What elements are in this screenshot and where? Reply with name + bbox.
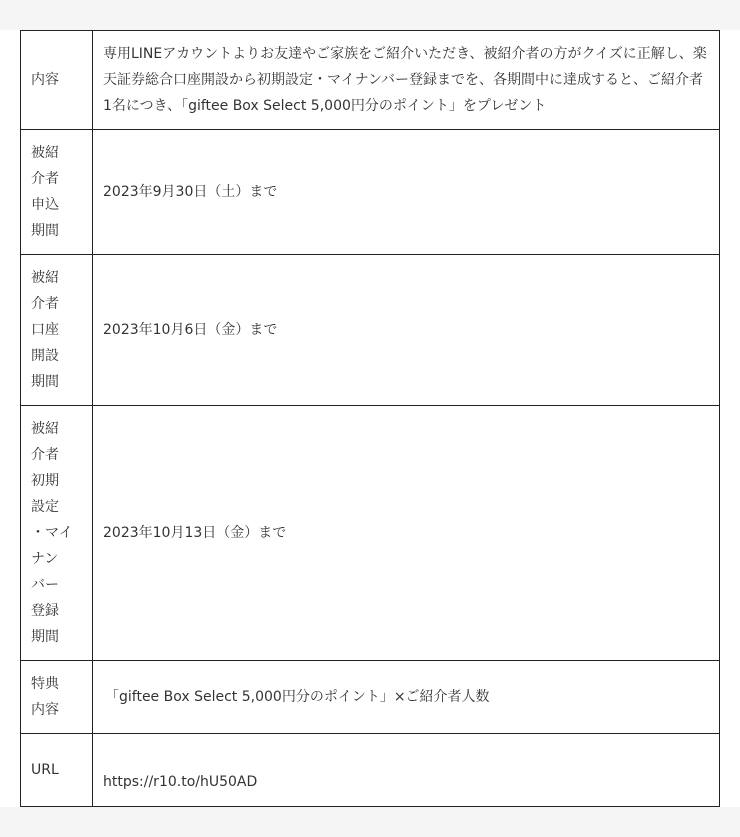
label-text: 内容: [31, 702, 59, 718]
label-text: 被紹: [31, 145, 59, 161]
benefit-description: 「giftee Box Select 5,000円分のポイント」×ご紹介者人数: [105, 689, 490, 705]
application-deadline: 2023年9月30日（土）まで: [103, 184, 278, 200]
value-cell-account-opening-period: [93, 255, 720, 406]
label-text: 特典: [31, 676, 59, 692]
label-text: 介者: [31, 171, 59, 187]
label-text: 期間: [31, 629, 59, 645]
label-cell-naiyo: [21, 31, 93, 130]
label-cell-setup-period: [21, 406, 93, 661]
label-text: バー: [31, 577, 59, 593]
campaign-description: 専用LINEアカウントよりお友達やご家族をご紹介いただき、被紹介者の方がクイズに正解し、楽天証券総合口座開設から初期設定・マイナンバー登録までを、各期間中に達成すると、ご紹介者1名につき、「giftee Box Select 5,000円分のポイント」をプレゼント: [103, 46, 707, 114]
label-text: 介者: [31, 447, 59, 463]
value-cell-naiyo: [93, 31, 720, 130]
label-text: 初期: [31, 473, 59, 489]
table-row-naiyo: [21, 31, 720, 130]
label-text: 口座: [31, 322, 59, 338]
label-text: 介者: [31, 296, 59, 312]
label-text: ・マイ: [31, 525, 73, 541]
label-text: 被紹: [31, 421, 59, 437]
campaign-info-table: [20, 30, 720, 807]
label-text: 期間: [31, 374, 59, 390]
label-cell-application-period: [21, 130, 93, 255]
value-cell-url: [93, 734, 720, 807]
label-text: 登録: [31, 603, 59, 619]
label-text: 申込: [31, 197, 59, 213]
label-text: 内容: [31, 72, 59, 88]
value-cell-setup-period: [93, 406, 720, 661]
account-opening-deadline: 2023年10月6日（金）まで: [103, 322, 278, 338]
label-text: 被紹: [31, 270, 59, 286]
label-text: 設定: [31, 499, 59, 515]
campaign-url[interactable]: https://r10.to/hU50AD: [103, 774, 258, 790]
setup-deadline: 2023年10月13日（金）まで: [103, 525, 287, 541]
label-text: URL: [31, 762, 59, 778]
table-row-benefit: [21, 661, 720, 734]
label-cell-url: [21, 734, 93, 807]
table-row-application-period: [21, 130, 720, 255]
label-cell-benefit: [21, 661, 93, 734]
label-text: 開設: [31, 348, 59, 364]
table-row-account-opening-period: [21, 255, 720, 406]
value-cell-application-period: [93, 130, 720, 255]
table-row-url: [21, 734, 720, 807]
value-cell-benefit: [93, 661, 720, 734]
label-text: 期間: [31, 223, 59, 239]
label-cell-account-opening-period: [21, 255, 93, 406]
label-text: ナン: [31, 551, 59, 567]
table-row-setup-period: [21, 406, 720, 661]
